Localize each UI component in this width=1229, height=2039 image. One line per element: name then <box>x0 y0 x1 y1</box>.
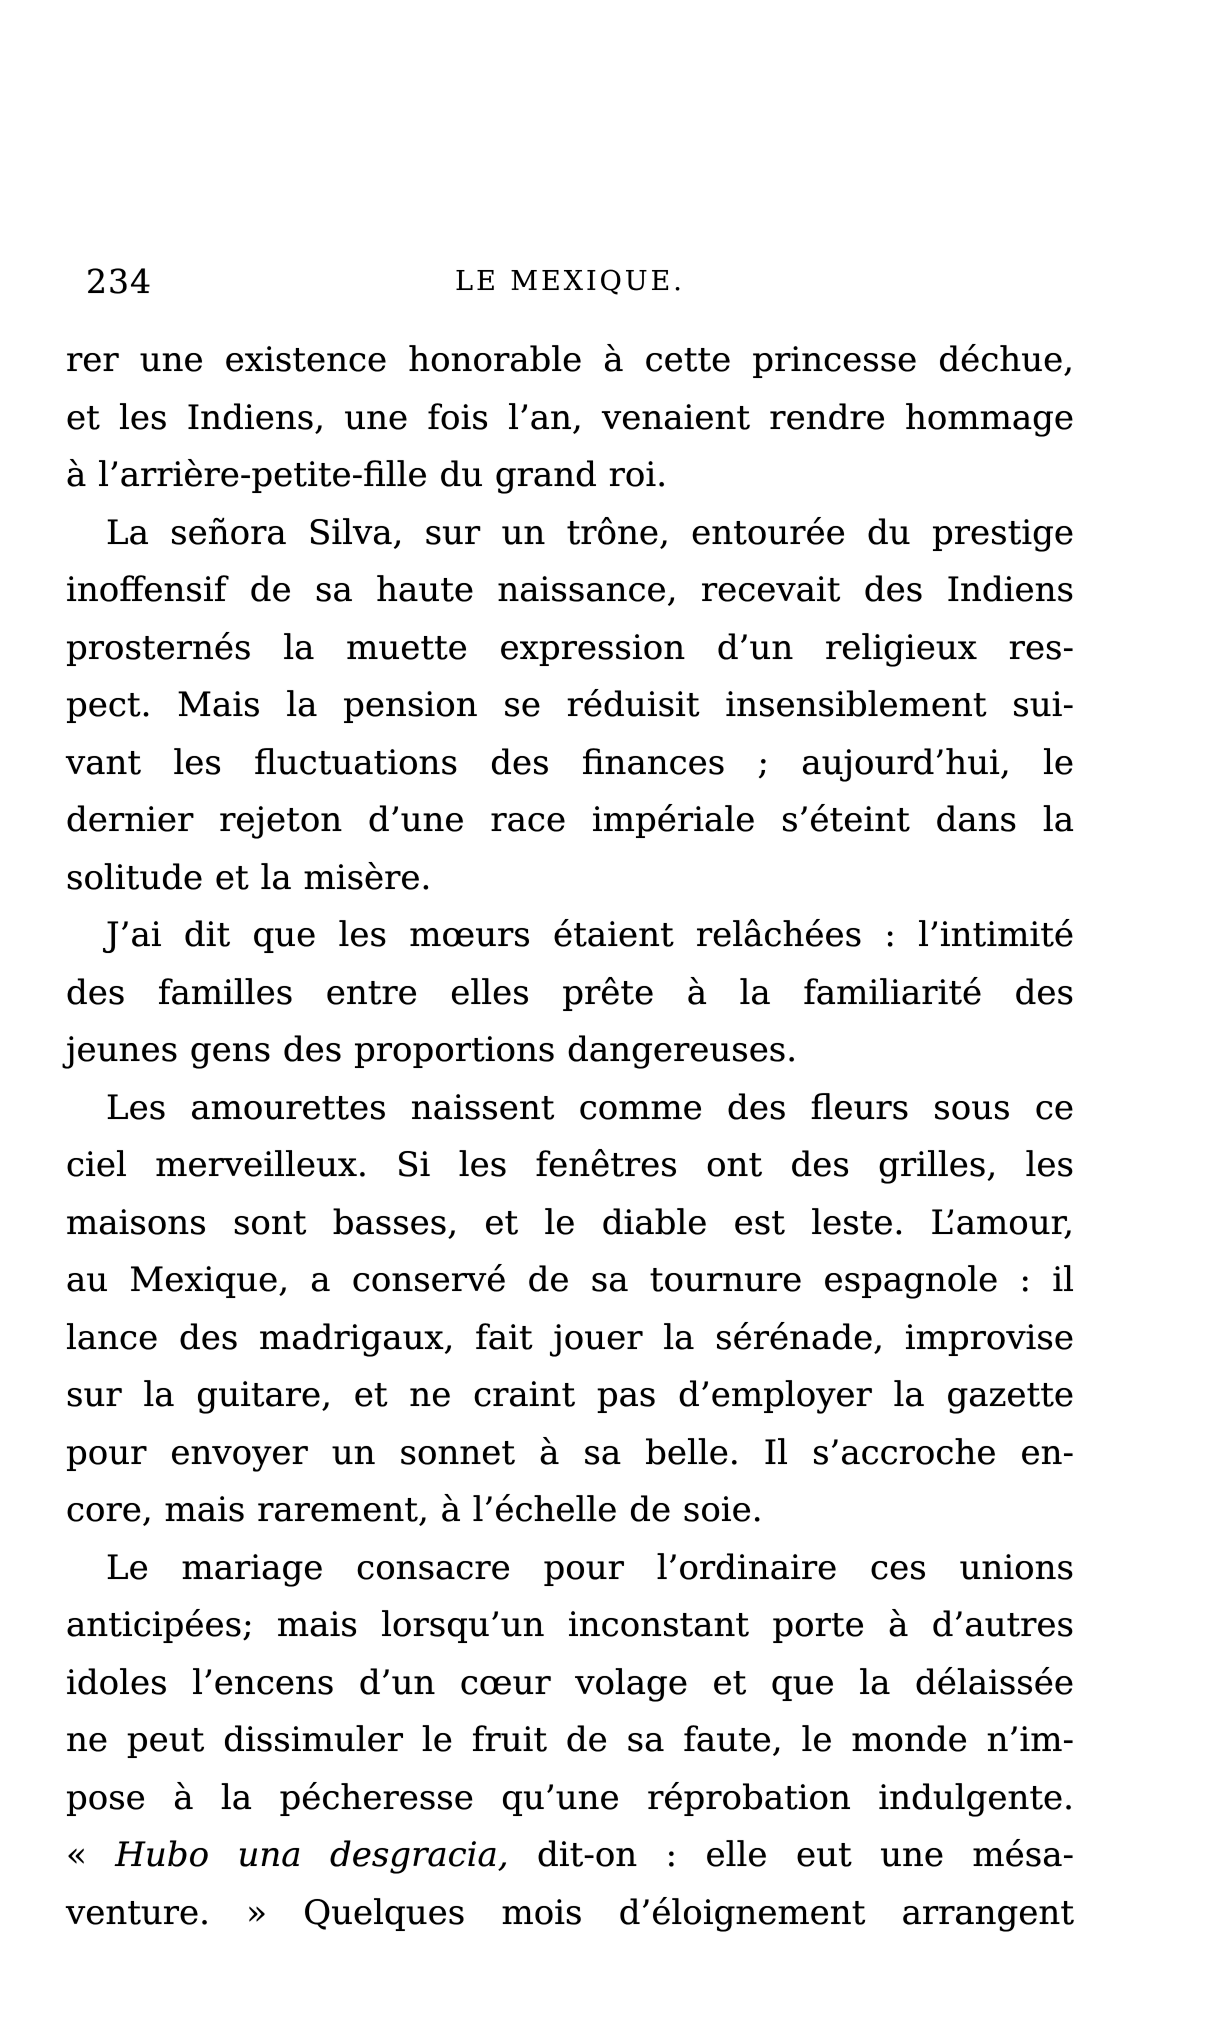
page-number: 234 <box>86 262 152 301</box>
text-line: maisons sont basses, et le diable est leste. L’amour, <box>66 1202 1074 1243</box>
text-line: idoles l’encens d’un cœur volage et que la délaissée <box>66 1662 1074 1703</box>
quote-open-mark: « <box>66 1835 116 1875</box>
text-line: rer une existence honorable à cette princesse déchue, <box>66 340 1074 380</box>
text-line: pose à la pécheresse qu’une réprobation indulgente. <box>66 1777 1074 1818</box>
text-line: sur la guitare, et ne craint pas d’employer la gazette <box>66 1375 1074 1415</box>
text-line: anticipées; mais lorsqu’un inconstant porte à d’autres <box>66 1605 1074 1645</box>
text-line: et les Indiens, une fois l’an, venaient rendre hommage <box>66 397 1074 438</box>
text-line: La señora Silva, sur un trône, entourée du prestige <box>106 512 1074 553</box>
text-line: solitude et la misère. <box>66 857 432 898</box>
text-line: core, mais rarement, à l’échelle de soie. <box>66 1490 763 1530</box>
text-line: prosternés la muette expression d’un religieux res- <box>66 627 1074 668</box>
quote-continuation: dit-on : elle eut une mésa- <box>508 1835 1074 1875</box>
text-line: pect. Mais la pension se réduisit insensiblement sui- <box>66 685 1074 725</box>
text-line: vant les fluctuations des finances ; aujourd’hui, le <box>66 742 1074 783</box>
text-line: au Mexique, a conservé de sa tournure espagnole : il <box>66 1260 1074 1300</box>
text-line: J’ai dit que les mœurs étaient relâchées : l’intimité <box>106 915 1074 955</box>
running-header-title: LE MEXIQUE. <box>455 266 685 297</box>
text-line: ne peut dissimuler le fruit de sa faute, le monde n’im- <box>66 1720 1074 1760</box>
text-line: Le mariage consacre pour l’ordinaire ces unions <box>106 1547 1074 1588</box>
text-line: venture. » Quelques mois d’éloignement arrangent <box>66 1892 1074 1933</box>
text-line: pour envoyer un sonnet à sa belle. Il s’accroche en- <box>66 1432 1074 1473</box>
text-line <box>66 1827 1074 1885</box>
text-line: lance des madrigaux, fait jouer la sérénade, improvise <box>66 1317 1074 1358</box>
text-line: ciel merveilleux. Si les fenêtres ont des grilles, les <box>66 1145 1074 1185</box>
text-line: jeunes gens des proportions dangereuses. <box>66 1030 798 1070</box>
text-line: des familles entre elles prête à la familiarité des <box>66 972 1074 1013</box>
text-line: à l’arrière-petite-fille du grand roi. <box>66 455 668 495</box>
page-body <box>66 332 1074 1942</box>
italic-spanish-phrase: Hubo una desgracia, <box>115 1835 509 1875</box>
text-line: dernier rejeton d’une race impériale s’éteint dans la <box>66 800 1074 840</box>
text-line: inoffensif de sa haute naissance, recevait des Indiens <box>66 570 1074 610</box>
text-line: Les amourettes naissent comme des fleurs sous ce <box>106 1087 1074 1128</box>
page-header <box>66 262 1074 305</box>
